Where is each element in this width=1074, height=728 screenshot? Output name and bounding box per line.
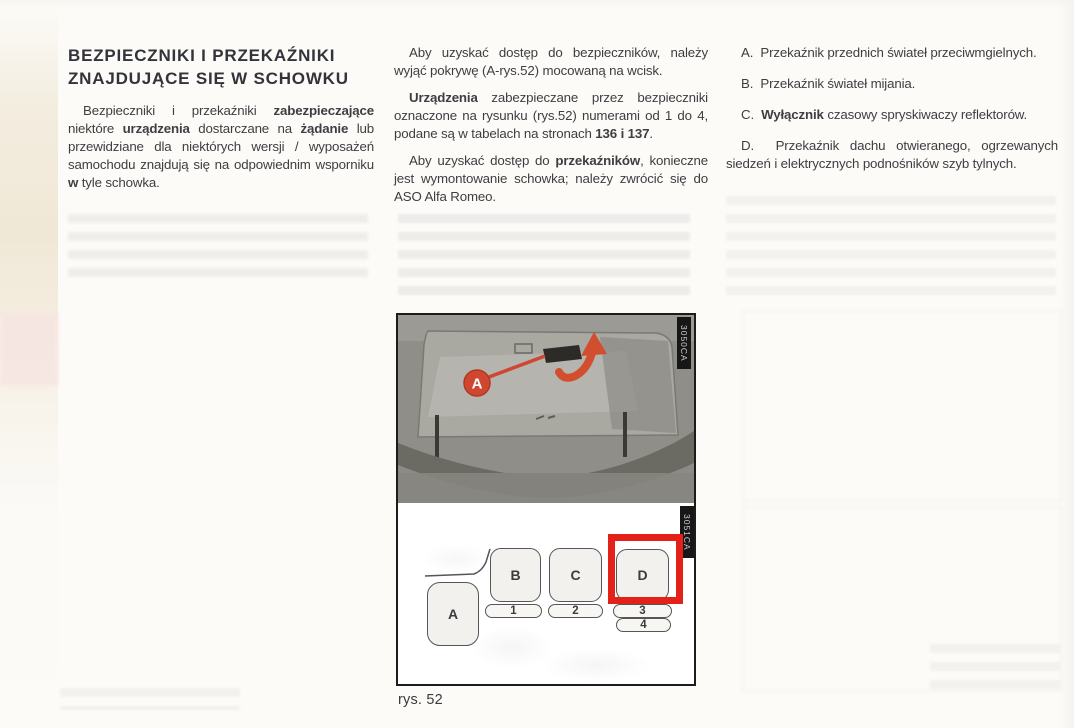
page-right-edge-shade: [1060, 0, 1074, 728]
paragraph-access-fuses: Aby uzyskać dostęp do bezpieczników, należy wyjąć pokrywę (A-rys.52) mocowaną na wcisk.: [394, 45, 708, 78]
intro-paragraph: Bezpieczniki i przekaźniki zabezpieczające niektóre urządzenia dostarczane na żądanie lub przewidziane dla niektórych wersji / wyposażeń samochodu znajdują się na odpowiednim wsporniku w tyle schowka.: [68, 103, 374, 190]
section-heading: [68, 44, 374, 90]
fuse-slot-4: 4: [616, 618, 671, 632]
relay-box-b: B: [490, 548, 541, 602]
paragraph-access-relays: Aby uzyskać dostęp do przekaźników, konieczne jest wymontowanie schowka; należy zwrócić się do ASO Alfa Romeo.: [394, 153, 708, 204]
bleed-through-artifact: [398, 214, 690, 302]
bleed-through-artifact: [742, 310, 1062, 502]
fuse-slot-1: 1: [485, 604, 542, 618]
page-top-edge-shade: [0, 0, 1074, 10]
relay-box-d: D: [616, 549, 669, 601]
glovebox-photo-illustration: [398, 315, 694, 503]
relay-box-c: C: [549, 548, 602, 602]
highlight-rectangle-d: [608, 534, 683, 604]
relay-item-d: D. Przekaźnik dachu otwieranego, ogrzewanych siedzeń i elektrycznych podnośników szyb tylnych.: [726, 138, 1058, 171]
relay-item-a: A. Przekaźnik przednich świateł przeciwmgielnych.: [741, 45, 1037, 60]
fuse-slot-3: 3: [613, 604, 672, 618]
right-column: [726, 44, 1058, 186]
section-heading-line1: BEZPIECZNIKI I PRZEKAŹNIKI: [68, 46, 336, 65]
photo-code-label: 3050CA: [677, 317, 691, 369]
bleed-through-artifact: [68, 214, 368, 280]
bleed-through-artifact: [930, 644, 1060, 692]
bleed-through-artifact: [726, 196, 1056, 304]
fuse-slot-2: 2: [548, 604, 603, 618]
diagram-code-label: 3051CA: [680, 506, 694, 558]
relay-item-b: B. Przekaźnik świateł mijania.: [741, 76, 916, 91]
scan-pink-artifact: [0, 312, 58, 386]
paragraph-fuse-tables: Urządzenia zabezpieczane przez bezpieczniki oznaczone na rysunku (rys.52) numerami od 1 do 4, podane są w tabelach na stronach 136 i 137.: [394, 90, 708, 141]
glovebox-photo: [398, 315, 694, 503]
relay-box-a: A: [427, 582, 479, 646]
figure-caption: rys. 52: [398, 692, 443, 708]
middle-column: [394, 44, 708, 215]
section-heading-line2: ZNAJDUJĄCE SIĘ W SCHOWKU: [68, 69, 349, 88]
relay-item-c: C. Wyłącznik czasowy spryskiwaczy reflektorów.: [741, 107, 1028, 122]
bleed-through-artifact: [60, 688, 240, 710]
photo-marker-a: A: [471, 375, 483, 393]
left-column: [68, 44, 374, 201]
figure-rys-52: [396, 313, 696, 686]
